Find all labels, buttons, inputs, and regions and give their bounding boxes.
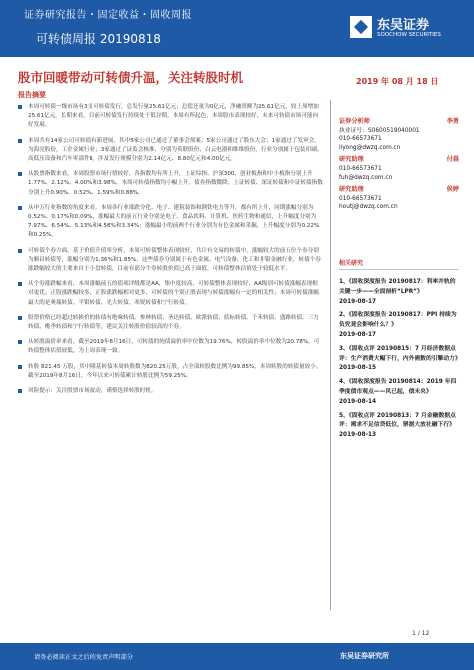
bullet-icon <box>18 316 22 320</box>
bullet-icon <box>18 206 22 210</box>
bullet-icon <box>18 249 22 253</box>
summary-paragraph: 可转债个券方面，基于价值升值率分析，本周可转债整体表现较好，共计有交易的转债中，涨幅较大的前五位个券分别为顺昌转债等，涨幅分别为1.36%和1.85%，这些债券分别属于有色金属、电气设备、化工和非银金融行业，转债个券涨跌幅较大的主要来自于小盘转债，目前有部分个券转股价值已高于面值，可转债整体估值处于较低水平。 <box>18 247 323 275</box>
bullet-icon <box>18 389 22 393</box>
summary-paragraph: 从股票指数来看，本周股票市场行情较好，各指数均有所上升，上证综指、沪深300、创业板指和中小板指分别上升1.77%、2.12%、4.00%和3.98%。本周可转债指数均小幅上升，债券指数微降，上证转债、深证转债和中证转债指数分别上升0.90%、0.52%、1.59%和0.88%。 <box>18 170 323 198</box>
analyst-role: 证券分析师 <box>339 118 370 125</box>
summary-paragraph: 股票价格已经超过转换价的转债有绝味转债、参林转债、圣达转债、欧派转债、蓝标转债、千禾转债、盛路转债、三力转债、桃李转债和宁行转债等，建议关注转股价值较高的个券。 <box>18 314 323 332</box>
report-title: 股市回暖带动可转债升温，关注转股时机 <box>18 70 244 85</box>
footer-band <box>0 643 474 670</box>
analyst-license: 执业证号：S0600519040001 <box>339 127 420 134</box>
bullet-icon <box>18 139 22 143</box>
report-date: 2019 年 08 月 18 日 <box>356 77 439 86</box>
analyst-name: 付晨 <box>446 156 459 164</box>
bullet-icon <box>18 365 22 369</box>
analyst-role: 研究助理 <box>339 156 364 164</box>
analyst-phone: 010-66573671 <box>339 136 382 143</box>
related-item[interactable]: 1、《固收深度报告 20190817：利率并轨的关键一步——全面剖析“LPR”》 2019-08-17 <box>339 279 456 305</box>
header-band <box>0 0 474 57</box>
related-item[interactable]: 3、《固收点评 20190815：7 月经济数据点评：生产消费大幅下行，内外需数的引擎动力》 2019-08-15 <box>339 345 461 372</box>
analyst-row <box>339 186 459 195</box>
column-divider <box>330 100 331 610</box>
analyst-row <box>339 118 459 127</box>
bullet-icon <box>18 282 22 286</box>
page-number: 1 / 12 <box>412 630 430 637</box>
summary-paragraph: 转股 821.45 万股，其中隆基转债本周转股数为820.25万股，占全部转股数比例为99.85%，本周转股的转债量较小。截至2019年8月16日，今年以来可转债累计转股比例为59.25%。 <box>18 363 323 381</box>
bullet-icon <box>18 340 22 344</box>
bullet-icon <box>18 172 22 176</box>
summary-paragraph: 本周共有14家公司可转债有新进展，其中5家公司已通过了董事会预案；5家公司通过了股东大会；1家通过了发审会，为海亮股份，工企金属行业；3家通过了证监会核准，分别为英联股份、白云电器和维维股份，行业分别属于包装印刷、高低压设备和汽车零部件Ⅱ，涉及发行规模分别为2.14亿元、8.80亿元和4.00亿元。 <box>18 137 323 165</box>
report-series: 可转债周报 20190818 <box>36 32 161 46</box>
logo-text-en: SOOCHOW SECURITIES <box>377 32 441 38</box>
summary-paragraph: 从个券涨跌幅来看，本周涨幅前五的债项评级都是AA，集中度较高，可转债整体表现较好，AA级别可转债涨幅表现相对更优；正股涨跌幅较多，正股涨跌幅相对更多，可转债的个别正股表现与转债涨幅有一定的相关性；本周可转债涨幅最大的是奥瑞转债、平银转债、光大转债、寒锐转债和宁行转债。 <box>18 280 323 308</box>
summary-label: 报告摘要 <box>18 91 46 99</box>
analyst-email[interactable]: houtj@dwzq.com.cn <box>339 204 398 211</box>
analyst-phone: 010-66573671 <box>339 195 382 202</box>
report-category: 证券研究报告・固定收益・固收周报 <box>24 10 192 21</box>
related-item[interactable]: 5、《固收点评 20190813：7 月金融数据点评：需求不足信贷低位，票据大放社融下行》 2019-08-13 <box>339 412 456 439</box>
analyst-row <box>339 156 459 165</box>
related-item[interactable]: 2、《固收深度报告 20190817：PPI 持续为负究竟会影响什么？》 2019-08-17 <box>339 312 457 338</box>
risk-warning: 风险提示：关注股票市场波动，谨慎选择转股时机。 <box>18 387 323 396</box>
footer-brand: 东吴证券研究所 <box>340 652 389 660</box>
logo-mark-icon <box>350 16 372 38</box>
analyst-role: 研究助理 <box>339 186 364 194</box>
analyst-phone: 010-66573671 <box>339 165 382 172</box>
disclaimer-text: 请务必阅读正文之后的免责声明部分 <box>34 654 133 661</box>
summary-paragraph: 本周可转债一级市场有3支可转债发行，总发行量25.61亿元；总偿还量为0亿元，净融资额为25.61亿元，较上周增加25.61亿元。长期来看，目前可转债发行持续处于低谷期，本周有所起色，本周股市表现较好，未来可转债市场可能向好发展。 <box>18 103 323 131</box>
related-item[interactable]: 4、《固收深度报告 20190814：2019 年四季度债市观点——风已起，债未央》 2019-08-14 <box>339 379 457 405</box>
analyst-email[interactable]: fuh@dwzq.com.cn <box>339 174 393 181</box>
related-research <box>339 258 459 445</box>
summary-paragraph: 从申万行业指数的角度来看，本周各行业涨跌分化，电子、建筑装饰和钢铁电力等升，都有所上升，同期涨幅分别为0.52%、0.17%和0.09%，涨幅最大的前五行业分别是电子、食品饮料、计算机、医药生物和通信，上升幅度分别为7.97%、6.54%、5.13%和4.58%和3.34%；涨幅最小的前两个行业分别为有色金属和采掘，上升幅度分别为0.22%和0.25%。 <box>18 204 323 241</box>
logo-text-cn: 东吴证券 <box>377 18 430 33</box>
analyst-panel <box>339 118 459 212</box>
related-heading: 相关研究 <box>339 258 459 270</box>
soochow-logo <box>350 14 460 46</box>
analyst-email[interactable]: liyong@dwzq.com.cn <box>339 144 401 151</box>
bullet-icon <box>18 105 22 109</box>
summary-paragraph: 从转股溢价率来看，截至2019年8月16日，可转债的纯债溢价率中位数为19.76%，转股溢价率中位数为20.78%，可转债整体估值较低，为上周表现一致。 <box>18 338 323 356</box>
analyst-name: 侯婷 <box>446 186 459 194</box>
analyst-name: 李勇 <box>446 118 459 125</box>
summary-body <box>18 103 323 402</box>
